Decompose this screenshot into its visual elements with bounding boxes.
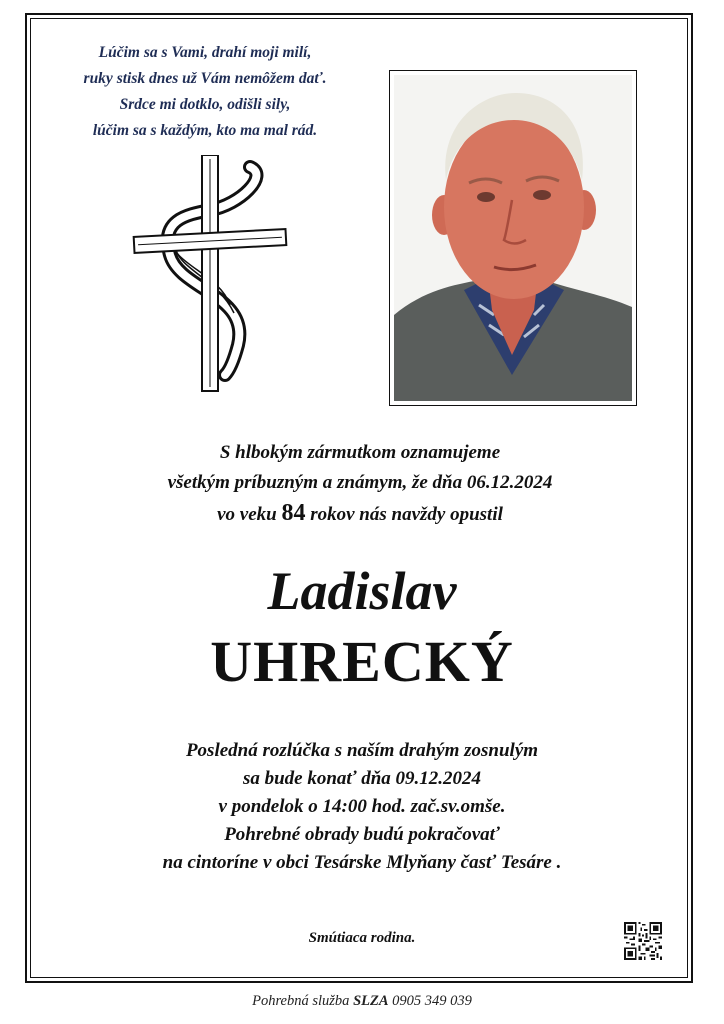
announcement xyxy=(60,438,660,530)
poem-line: lúčim sa s každým, kto ma mal rád. xyxy=(92,122,318,139)
age-prefix: vo veku xyxy=(217,504,277,525)
farewell-line: Posledná rozlúčka s naším drahým zosnulým xyxy=(185,740,539,761)
footer-prefix: Pohrebná služba xyxy=(252,993,350,1009)
poem xyxy=(40,40,370,144)
farewell-line: Pohrebné obrady budú pokračovať xyxy=(224,824,500,845)
deceased-surname: UHRECKÝ xyxy=(210,629,514,694)
age-value: 84 xyxy=(281,500,306,526)
footer xyxy=(0,993,724,1010)
signoff: Smútiaca rodina. xyxy=(308,930,416,946)
poem-line: ruky stisk dnes už Vám nemôžem dať. xyxy=(83,70,327,87)
cross-with-ribbon-icon xyxy=(130,155,290,395)
farewell-line: v pondelok o 14:00 hod. zač.sv.omše. xyxy=(218,796,506,817)
deceased-first-name: Ladislav xyxy=(267,561,457,621)
announcement-line-1: S hlbokým zármutkom oznamujeme xyxy=(219,442,501,463)
footer-brand: SLZA xyxy=(353,993,389,1009)
portrait-photo xyxy=(394,75,632,401)
farewell-line: na cintoríne v obci Tesárske Mlyňany časť Tesáre . xyxy=(162,852,562,873)
age-suffix: rokov nás navždy opustil xyxy=(310,504,503,525)
poem-line: Lúčim sa s Vami, drahí moji milí, xyxy=(98,44,312,61)
farewell-line: sa bude konať dňa 09.12.2024 xyxy=(242,768,482,789)
announcement-line-2: všetkým príbuzným a známym, že dňa 06.12.2024 xyxy=(167,472,553,493)
qr-code-icon xyxy=(624,922,662,960)
poem-line: Srdce mi dotklo, odišli sily, xyxy=(119,96,291,113)
footer-phone: 0905 349 039 xyxy=(392,993,472,1009)
announcement-line-3 xyxy=(60,498,660,530)
farewell-details xyxy=(60,737,664,877)
